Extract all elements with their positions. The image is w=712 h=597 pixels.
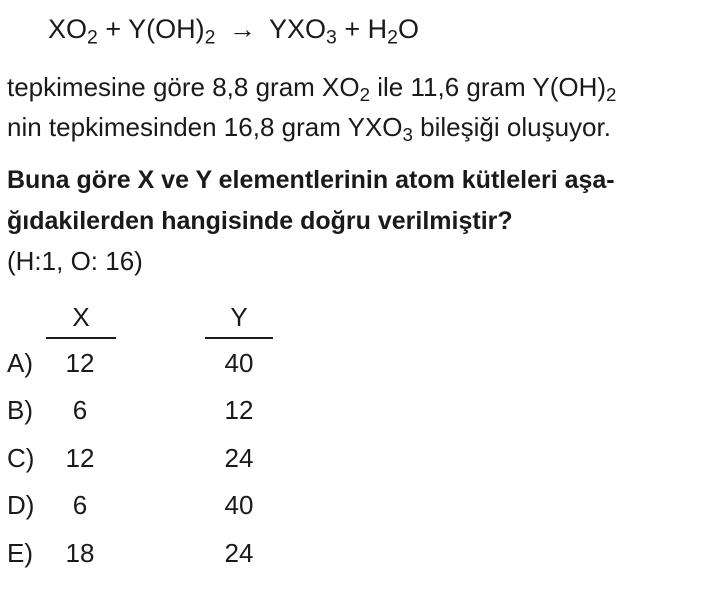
option-y-value: 12 <box>224 395 254 425</box>
option-letter: E) <box>7 538 33 568</box>
reaction-arrow: → <box>228 14 256 44</box>
product-yxo3: $YXO_3$ <box>268 14 337 49</box>
plus-sign: + <box>105 14 122 44</box>
statement-line-2: nin tepkimesinden 16,8 gram $YXO_3$ bileşiği oluşuyor. <box>7 112 611 146</box>
question-line-1: Buna göre X ve Y elementlerinin atom kütleleri aşa- <box>7 166 615 194</box>
option-letter: D) <box>7 490 35 520</box>
column-header-x: X <box>72 302 90 332</box>
option-y-value: 24 <box>224 538 254 568</box>
plus-sign: + <box>344 14 361 44</box>
statement-line-1: tepkimesine göre 8,8 gram $XO_2$ ile 11,6 gram $Y(OH)_2$ <box>7 72 617 106</box>
reaction-equation <box>48 14 419 49</box>
option-letter: C) <box>7 443 35 473</box>
option-y-value: 40 <box>224 490 254 520</box>
column-y-underline <box>205 337 273 339</box>
option-x-value: 6 <box>72 395 88 425</box>
column-header-y: Y <box>230 302 248 332</box>
option-letter: A) <box>7 348 33 378</box>
column-x-underline <box>46 337 116 339</box>
option-x-value: 12 <box>65 443 95 473</box>
product-h2o: $H_2O$ <box>367 14 419 49</box>
reactant-yoh2: $Y(OH)_2$ <box>128 14 216 49</box>
option-y-value: 40 <box>224 348 254 378</box>
option-x-value: 6 <box>72 490 88 520</box>
option-x-value: 12 <box>65 348 95 378</box>
question-line-2: ğıdakilerden hangisinde doğru verilmiştir? <box>7 207 513 235</box>
option-x-value: 18 <box>65 538 95 568</box>
reactant-xo2: $XO_2$ <box>48 14 98 49</box>
given-atomic-masses: (H:1, O: 16) <box>7 246 143 276</box>
option-y-value: 24 <box>224 443 254 473</box>
option-letter: B) <box>7 395 33 425</box>
